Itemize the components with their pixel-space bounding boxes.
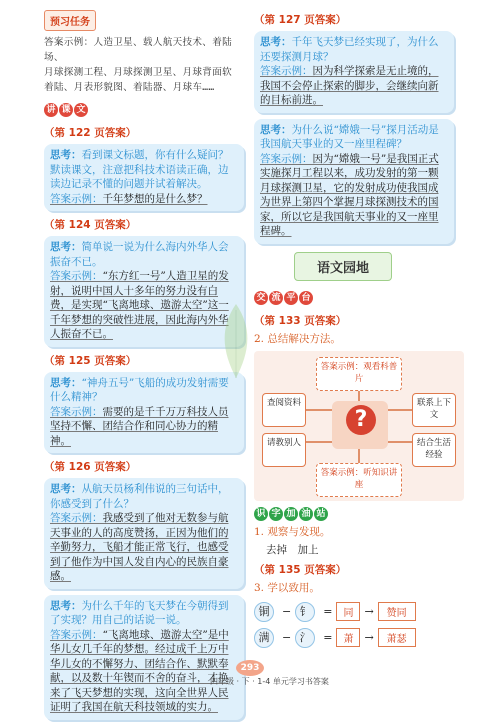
lesson-tag-char: 课 [59,103,73,117]
answer-text: 我感受到了他对无数参与航天事业的人的高度赞扬，正因为他们的辛勤努力，飞船才能正常飞行，也感受到了他作为中国人发自内心的民族自豪感。 [50,512,229,582]
preview-line: 月球探测工程、月球探测卫星、月球背面软 [44,67,232,78]
item-1-heading: 1. 观察与发现。 [254,525,331,538]
question-text: “神舟五号”飞船的成功发射需要什么精神？ [50,376,229,403]
question-box [44,144,244,211]
tag-char: 站 [314,507,328,521]
answer-label: 答案示例： [50,270,103,282]
tag-char: 交 [254,291,268,305]
question-box [44,595,244,720]
preview-task-label: 预习任务 [44,10,96,31]
page-answer-heading: （第 133 页答案） [254,314,347,327]
answer-text: 需要的是千千万万科技人员坚持不懈、团结合作和同心协力的精神。 [50,405,229,447]
tag-char: 字 [269,507,283,521]
diagram-node-right-bottom: 结合生活经验 [412,433,456,467]
leaf-decoration-icon [214,300,258,380]
think-label: 思考： [50,241,82,253]
result-box: 同 [336,602,360,621]
answer-label: 答案示例： [50,628,103,641]
lesson-tag-char: 讲 [44,103,58,117]
radical-circle: 钅 [295,602,315,622]
question-text: 为什么千年的飞天梦在今朝得到了实现？用自己的话说一说。 [50,599,229,626]
methods-diagram [254,351,464,501]
question-book-icon: ? [332,401,388,449]
right-column [254,8,454,654]
question-text: 简单说一说为什么海内外华人会振奋不已。 [50,241,229,268]
result-box: 萧 [336,628,360,647]
equation-row: 满 − 氵 = 萧 → 萧瑟 [254,628,454,648]
answer-text: 因为“嫦娥一号”是我国正式实施探月工程以来，成功发射的第一颗月球探测卫星，它的发射成功使我国成为世界上第四个掌握月球探测技术的国家，所以它是我国航天事业的又一座里程碑。 [260,152,439,237]
tag-char: 油 [299,507,313,521]
think-label: 思考： [50,149,82,161]
equation-row: 铜 − 钅 = 同 → 赞同 [254,602,454,622]
literacy-station-tag [254,507,329,521]
exchange-platform-tag [254,291,314,305]
tag-char: 流 [269,291,283,305]
question-box [44,478,244,589]
answer-text: 因为科学探索是无止境的，我国不会停止探索的脚步，会继续向新的目标前进。 [260,65,439,106]
diagram-node-right-top: 联系上下文 [412,393,456,427]
question-box [254,119,454,244]
answer-label: 答案示例： [50,192,103,205]
page-number: 293 [236,660,264,676]
answer-text: “飞离地球、遨游太空”是中华儿女几千年的梦想。经过成千上万中华儿女的不懈努力、团结合作、默默奉献，以及数十年锲而不舍的奋斗，才换来了飞天梦想的实现，这向全世界人民证明了我国在航天科技领域的实力。 [50,628,229,713]
question-box [44,372,244,454]
item-2-heading: 2. 总结解决方法。 [254,332,341,345]
think-label: 思考： [50,483,82,495]
think-label: 思考： [50,599,82,612]
page-answer-heading: （第 125 页答案） [44,354,137,367]
think-label: 思考： [50,376,82,389]
question-text: 看到课文标题，你有什么疑问？默读课文，注意把科技术语读正确，边读边记录不懂的问题并试着解决。 [50,149,229,190]
diagram-node-top: 答案示例：观看科普片 [316,357,402,391]
lesson-tag [44,103,89,117]
question-text: 千年飞天梦已经实现了，为什么还要探测月球？ [260,36,439,63]
answer-label: 答案示例： [260,65,313,77]
question-box [254,31,454,113]
lesson-tag-char: 文 [74,103,88,117]
answer-text: 千年梦想的是什么梦？ [102,192,208,205]
think-label: 思考： [260,36,292,48]
tag-char: 平 [284,291,298,305]
page-footer: 四年级 · 下 · 1-4 单元学习书答案 [210,677,329,686]
item-3-heading: 3. 学以致用。 [254,581,320,594]
word-box: 萧瑟 [378,628,416,647]
page-answer-heading: （第 127 页答案） [254,14,347,26]
section-title: 语文园地 [294,252,392,281]
preview-task-answer [44,35,244,95]
page-answer-heading: （第 135 页答案） [254,563,347,576]
tag-char: 台 [299,291,313,305]
answer-label: 答案示例： [260,152,313,165]
char-circle: 满 [254,628,274,648]
answer-text: “东方红一号”人造卫星的发射，说明中国人十多年的努力没有白费，是实现“飞离地球、遨游太空”这一千年梦想的突破性进展，因此海内外华人振奋不已。 [50,270,229,340]
diagram-node-left-bottom: 请教别人 [262,433,306,467]
answer-label: 答案示例： [50,512,103,524]
answer-label: 答案示例： [50,405,103,418]
word-box: 赞同 [378,602,416,621]
tag-char: 加 [284,507,298,521]
tag-char: 识 [254,507,268,521]
page-answer-heading: （第 124 页答案） [44,219,137,231]
preview-line: 答案示例：人造卫星、载人航天技术、着陆场、 [44,37,232,63]
item-1-answer: 去掉 加上 [266,543,319,556]
question-text: 从航天员杨利伟说的三句话中，你感受到了什么？ [50,483,229,510]
char-circle: 铜 [254,602,274,622]
page-answer-heading: （第 122 页答案） [44,127,137,139]
preview-line: 着陆、月表形貌图、着陆器、月球车…… [44,82,215,93]
think-label: 思考： [260,123,292,136]
page-answer-heading: （第 126 页答案） [44,461,137,473]
radical-circle: 氵 [295,628,315,648]
question-text: 为什么说“嫦娥一号”探月活动是我国航天事业的又一座里程碑？ [260,123,439,150]
diagram-node-left-top: 查阅资料 [262,393,306,427]
diagram-node-bottom: 答案示例：听知识讲座 [316,463,402,497]
